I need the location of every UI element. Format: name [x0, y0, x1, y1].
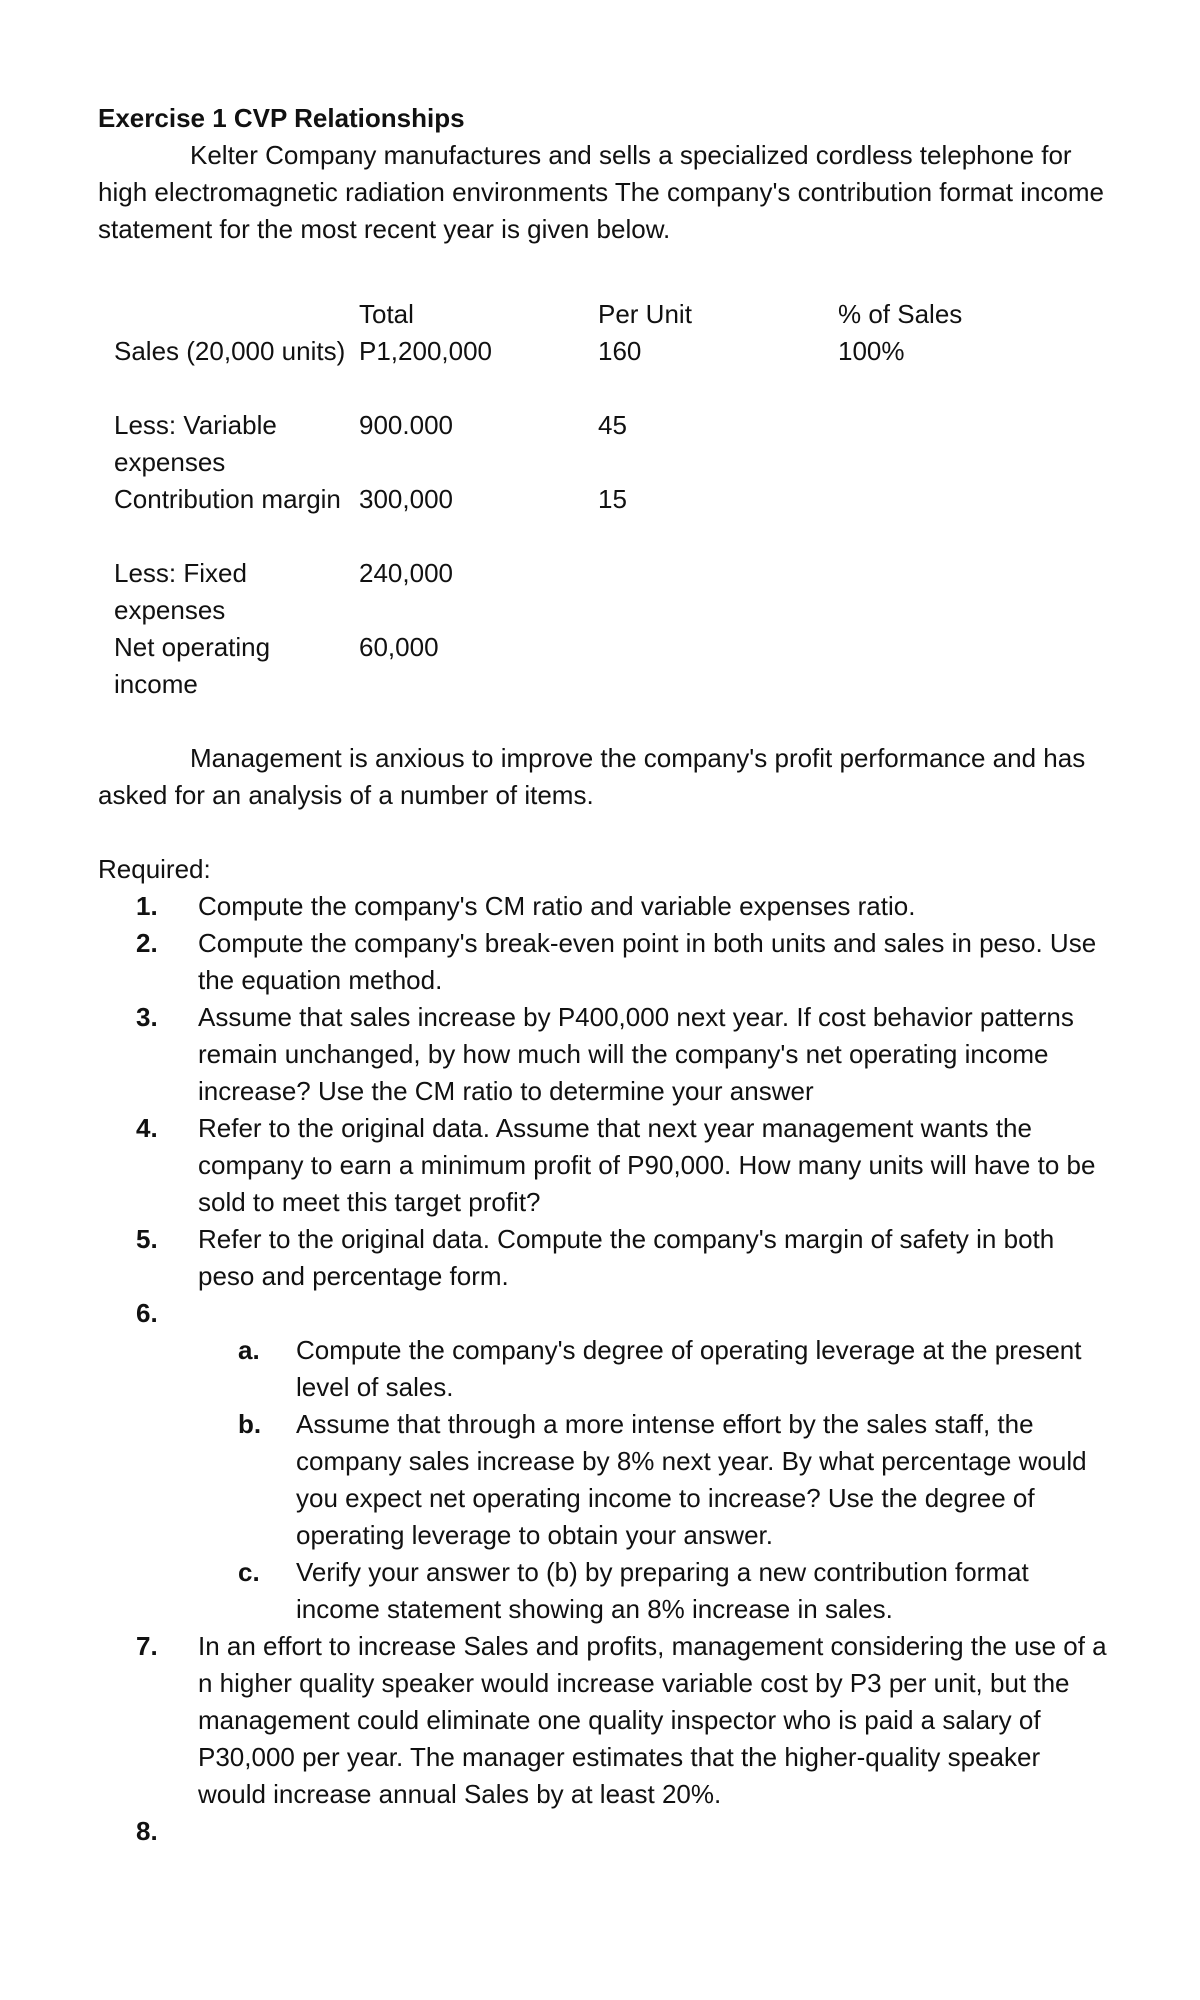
row-total: 900.000 [359, 410, 453, 440]
table-header-row [114, 296, 1094, 333]
sub-list-item [98, 1406, 1108, 1554]
table-row [114, 555, 1094, 629]
item-text: Compute the company's break-even point in both units and sales in peso. Use the equation method. [198, 928, 1097, 995]
table-row [114, 333, 1094, 407]
row-per-unit: 45 [598, 410, 627, 440]
table-row [114, 407, 1094, 481]
required-list-continued [98, 1628, 1108, 1850]
list-item [98, 888, 1108, 925]
document-page [98, 100, 1108, 1850]
list-item [98, 999, 1108, 1110]
row-label: Less: Fixed expenses [114, 558, 247, 625]
item-text [198, 1295, 1108, 1332]
list-item [98, 1110, 1108, 1221]
management-paragraph: Management is anxious to improve the company's profit performance and has asked for an analysis of a number of items. [98, 743, 1086, 810]
header-pct-sales: % of Sales [838, 299, 963, 329]
item-text: Compute the company's CM ratio and variable expenses ratio. [198, 891, 916, 921]
exercise-title: Exercise 1 CVP Relationships [98, 103, 465, 133]
item-text: Refer to the original data. Compute the company's margin of safety in both peso and percentage form. [198, 1224, 1055, 1291]
sub-item-letter: a. [238, 1335, 260, 1365]
row-label: Net operating income [114, 632, 271, 699]
list-item [98, 1628, 1108, 1813]
item-number: 3. [136, 1002, 158, 1032]
sub-item-text: Assume that through a more intense effort by the sales staff, the company sales increase by 8% next year. By what percentage would you expect net operating income to increase? Use the degree of operating leverage to obtain your answer. [296, 1409, 1087, 1550]
table-row [114, 629, 1094, 703]
item-text: In an effort to increase Sales and profits, management considering the use of a n higher quality speaker would increase variable cost by P3 per unit, but the management could eliminate one quality inspector who is paid a salary of P30,000 per year. The manager estimates that the higher-quality speaker would increase annual Sales by at least 20%. [198, 1631, 1107, 1809]
header-total: Total [359, 299, 414, 329]
item-number: 4. [136, 1113, 158, 1143]
row-total: 300,000 [359, 484, 453, 514]
row-total: 240,000 [359, 558, 453, 588]
row-per-unit: 15 [598, 484, 627, 514]
row-total: 60,000 [359, 632, 439, 662]
item-text: Assume that sales increase by P400,000 next year. If cost behavior patterns remain unchanged, by how much will the company's net operating income increase? Use the CM ratio to determine your answer [198, 1002, 1074, 1106]
table-row [114, 481, 1094, 555]
header-per-unit: Per Unit [598, 299, 692, 329]
row-label: Sales (20,000 units) [114, 336, 346, 366]
item-number: 8. [136, 1816, 158, 1846]
item-number: 1. [136, 891, 158, 921]
item-number: 6. [136, 1298, 158, 1328]
item-number: 5. [136, 1224, 158, 1254]
sub-list-6 [98, 1332, 1108, 1628]
item-number: 2. [136, 928, 158, 958]
sub-list-item [98, 1554, 1108, 1628]
list-item [98, 925, 1108, 999]
item-number: 7. [136, 1631, 158, 1661]
sub-item-letter: c. [238, 1557, 260, 1587]
sub-list-item [98, 1332, 1108, 1406]
row-total: P1,200,000 [359, 336, 493, 366]
list-item [98, 1295, 1108, 1332]
row-per-unit: 160 [598, 336, 642, 366]
sub-item-text: Compute the company's degree of operating leverage at the present level of sales. [296, 1335, 1082, 1402]
row-label: Contribution margin [114, 484, 341, 514]
required-list [98, 888, 1108, 1332]
required-heading: Required: [98, 854, 211, 884]
intro-paragraph: Kelter Company manufactures and sells a specialized cordless telephone for high electromagnetic radiation environments The company's contribution format income statement for the most recent year is given below. [98, 140, 1105, 244]
row-label: Less: Variable expenses [114, 410, 277, 477]
list-item [98, 1221, 1108, 1295]
income-statement-table [114, 296, 1094, 703]
sub-item-letter: b. [238, 1409, 262, 1439]
row-pct-sales: 100% [838, 336, 905, 366]
item-text [198, 1813, 1108, 1850]
item-text: Refer to the original data. Assume that next year management wants the company to earn a minimum profit of P90,000. How many units will have to be sold to meet this target profit? [198, 1113, 1096, 1217]
sub-item-text: Verify your answer to (b) by preparing a new contribution format income statement showing an 8% increase in sales. [296, 1557, 1029, 1624]
list-item [98, 1813, 1108, 1850]
